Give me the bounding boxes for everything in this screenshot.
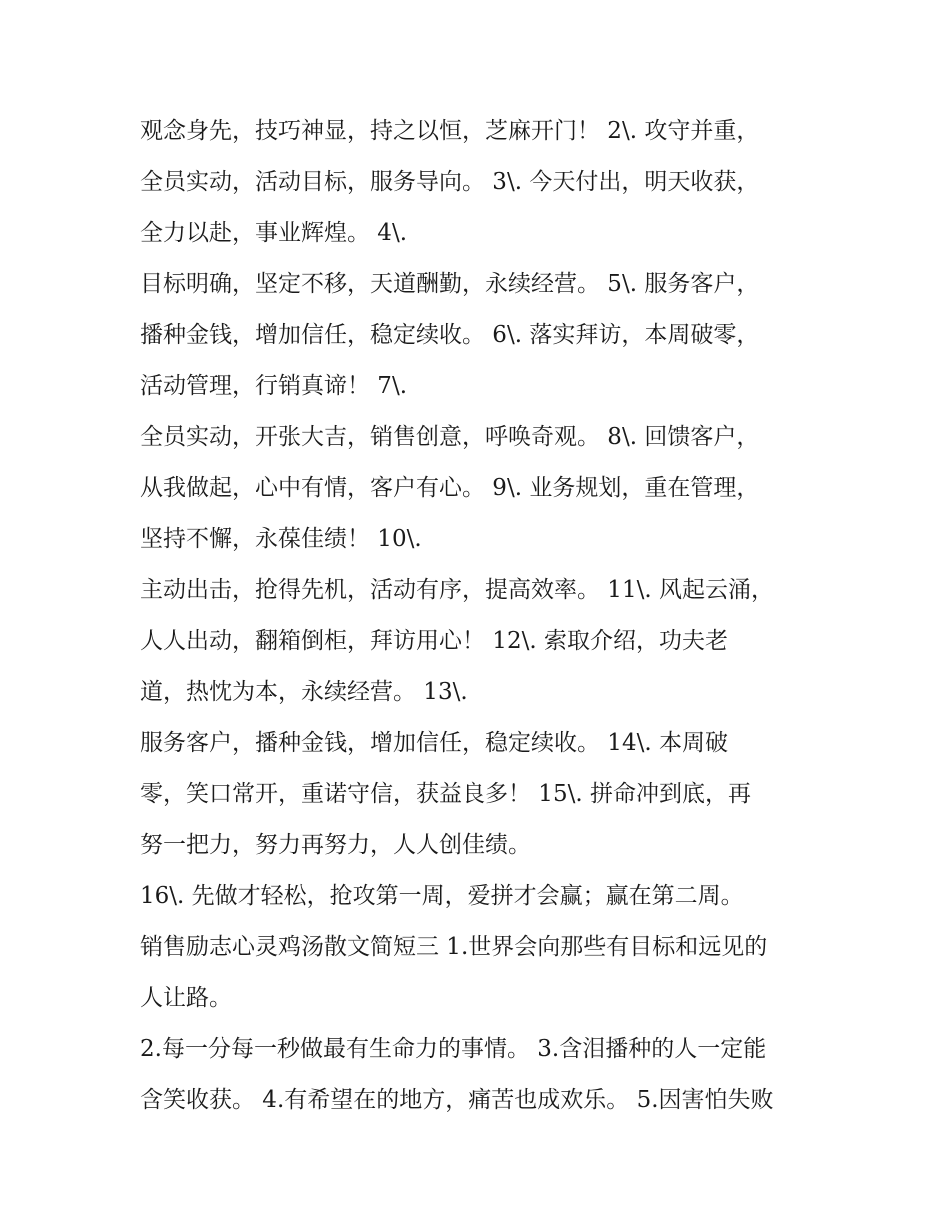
text-line: 活动管理，行销真谛！ 7\. [140,373,408,399]
text-line: 服务客户，播种金钱，增加信任，稳定续收。 14\. 本周破 [140,730,728,756]
text-line: 含笑收获。 4.有希望在的地方，痛苦也成欢乐。 5.因害怕失败 [140,1087,774,1113]
text-line: 人让路。 [140,985,232,1011]
text-line: 销售励志心灵鸡汤散文简短三 1.世界会向那些有目标和远见的 [140,934,768,960]
text-line: 坚持不懈，永葆佳绩！ 10\. [140,526,422,552]
text-line: 人人出动，翻箱倒柜，拜访用心！ 12\. 索取介绍，功夫老 [140,628,728,654]
text-line: 道，热忱为本，永续经营。 13\. [140,679,468,705]
text-line: 播种金钱，增加信任，稳定续收。 6\. 落实拜访，本周破零， [140,322,760,348]
text-line: 全员实动，开张大吉，销售创意，呼唤奇观。 8\. 回馈客户， [140,424,760,450]
text-line: 2.每一分每一秒做最有生命力的事情。 3.含泪播种的人一定能 [140,1036,767,1062]
text-line: 主动出击，抢得先机，活动有序，提高效率。 11\. 风起云涌， [140,577,774,603]
text-line: 从我做起，心中有情，客户有心。 9\. 业务规划，重在管理， [140,475,760,501]
text-line: 16\. 先做才轻松，抢攻第一周，爱拼才会赢；赢在第二周。 [140,883,744,909]
text-line: 零，笑口常开，重诺守信，获益良多！ 15\. 拼命冲到底，再 [140,781,751,807]
text-line: 观念身先，技巧神显，持之以恒，芝麻开门！ 2\. 攻守并重， [140,118,760,144]
text-line: 全力以赴，事业辉煌。 4\. [140,220,408,246]
document-body [140,106,830,1126]
text-line: 目标明确，坚定不移，天道酬勤，永续经营。 5\. 服务客户， [140,271,760,297]
text-line: 全员实动，活动目标，服务导向。 3\. 今天付出，明天收获， [140,169,760,195]
text-line: 努一把力，努力再努力，人人创佳绩。 [140,832,531,858]
